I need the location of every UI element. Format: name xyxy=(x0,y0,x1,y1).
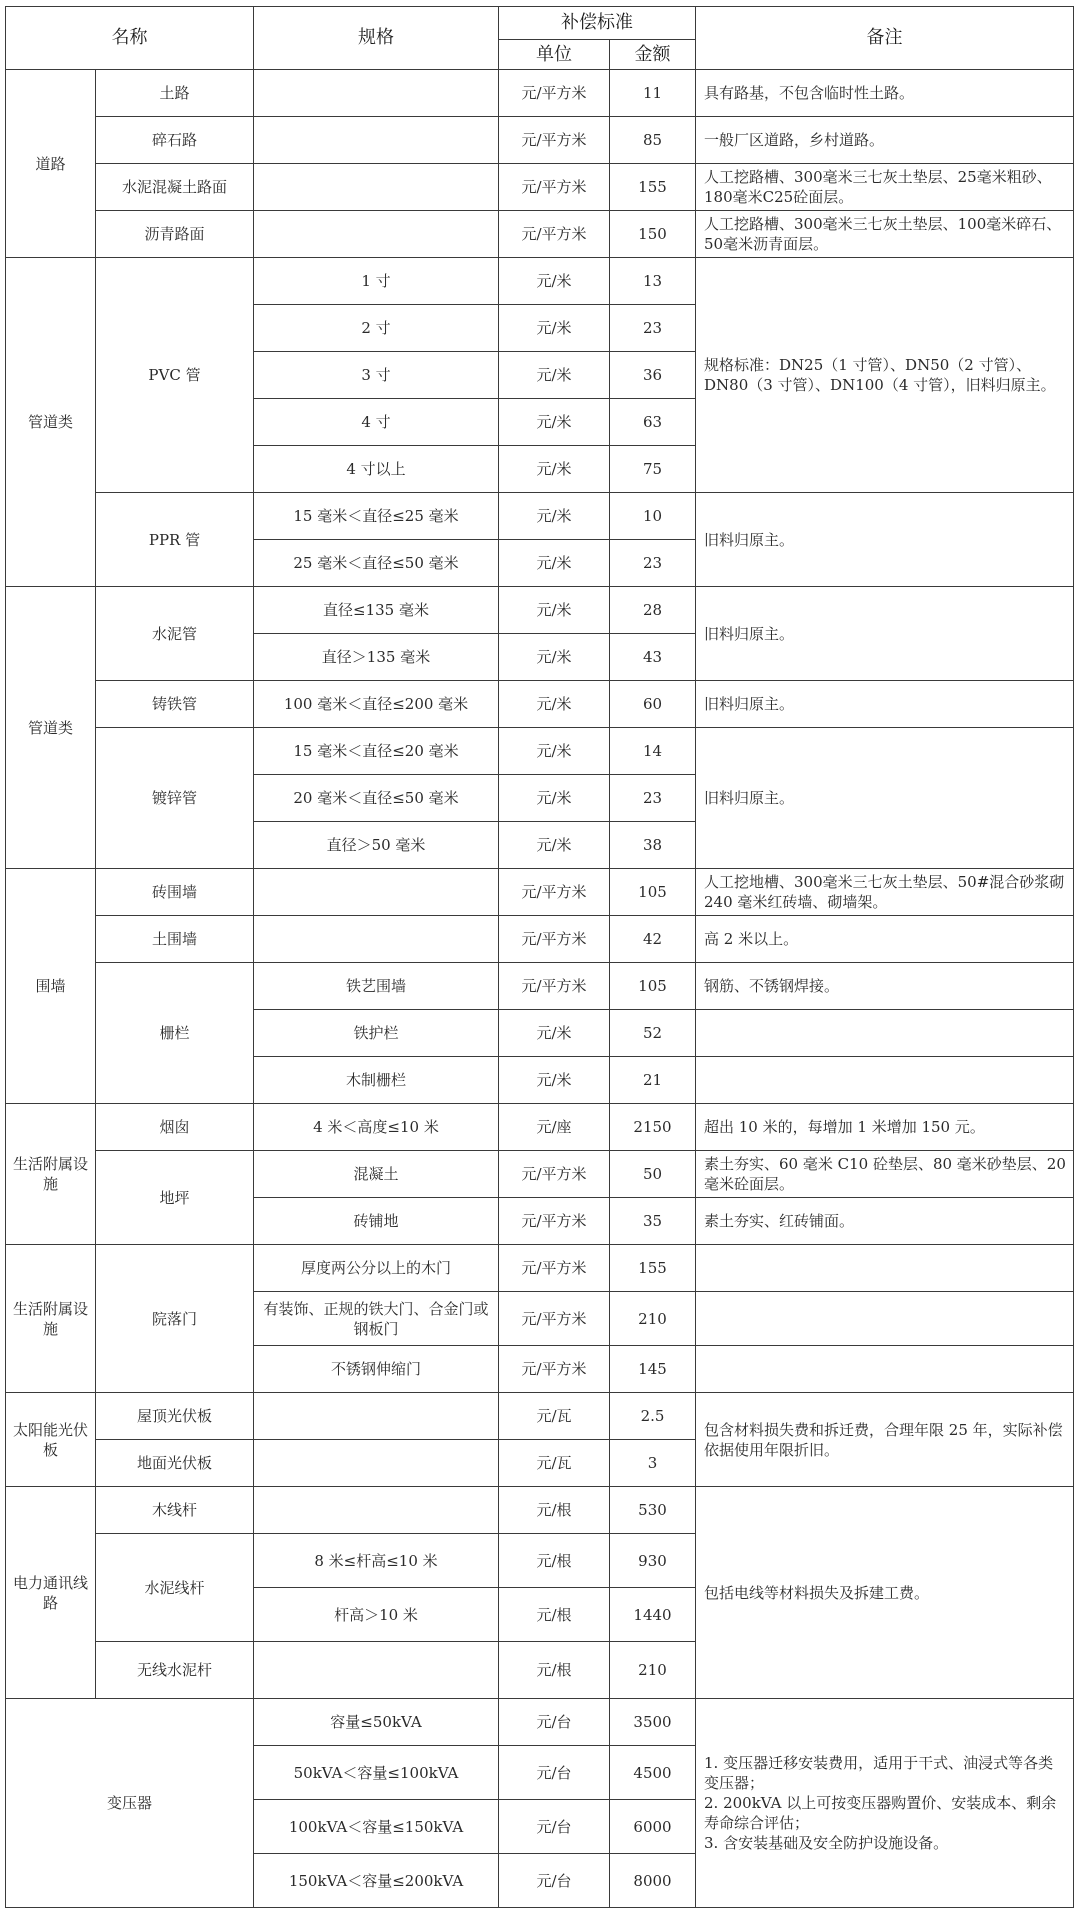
note-cell xyxy=(696,1245,1074,1292)
category-cell: 太阳能光伏板 xyxy=(6,1393,96,1487)
amount-cell: 150 xyxy=(610,211,696,258)
item-cell: PPR 管 xyxy=(96,493,254,587)
note-cell: 高 2 米以上。 xyxy=(696,916,1074,963)
note-cell: 素土夯实、60 毫米 C10 砼垫层、80 毫米砂垫层、20 毫米砼面层。 xyxy=(696,1151,1074,1198)
unit-cell: 元/平方米 xyxy=(499,963,610,1010)
unit-cell: 元/座 xyxy=(499,1104,610,1151)
spec-cell: 15 毫米＜直径≤25 毫米 xyxy=(254,493,499,540)
note-cell: 旧料归原主。 xyxy=(696,681,1074,728)
amount-cell: 23 xyxy=(610,775,696,822)
note-line: 3. 含安装基础及安全防护设施设备。 xyxy=(704,1834,949,1852)
amount-cell: 210 xyxy=(610,1642,696,1699)
item-cell: 砖围墙 xyxy=(96,869,254,916)
table-row xyxy=(6,493,1074,540)
item-cell: 屋顶光伏板 xyxy=(96,1393,254,1440)
amount-cell: 155 xyxy=(610,164,696,211)
spec-cell: 150kVA＜容量≤200kVA xyxy=(254,1854,499,1908)
unit-cell: 元/米 xyxy=(499,399,610,446)
spec-cell: 铁艺围墙 xyxy=(254,963,499,1010)
unit-cell: 元/米 xyxy=(499,258,610,305)
amount-cell: 13 xyxy=(610,258,696,305)
item-cell: 土路 xyxy=(96,70,254,117)
note-cell: 素土夯实、红砖铺面。 xyxy=(696,1198,1074,1245)
item-cell: 碎石路 xyxy=(96,117,254,164)
note-cell: 人工挖地槽、300毫米三七灰土垫层、50#混合砂浆砌 240 毫米红砖墙、砌墙架。 xyxy=(696,869,1074,916)
note-cell: 包括电线等材料损失及拆建工费。 xyxy=(696,1487,1074,1699)
header-standard: 补偿标准 xyxy=(499,7,696,40)
amount-cell: 8000 xyxy=(610,1854,696,1908)
note-cell: 旧料归原主。 xyxy=(696,493,1074,587)
unit-cell: 元/米 xyxy=(499,493,610,540)
spec-cell: 直径＞50 毫米 xyxy=(254,822,499,869)
unit-cell: 元/平方米 xyxy=(499,916,610,963)
spec-cell xyxy=(254,1393,499,1440)
unit-cell: 元/米 xyxy=(499,634,610,681)
unit-cell: 元/平方米 xyxy=(499,1151,610,1198)
note-cell: 旧料归原主。 xyxy=(696,728,1074,869)
unit-cell: 元/平方米 xyxy=(499,869,610,916)
unit-cell: 元/根 xyxy=(499,1487,610,1534)
spec-cell: 砖铺地 xyxy=(254,1198,499,1245)
unit-cell: 元/米 xyxy=(499,587,610,634)
spec-cell: 容量≤50kVA xyxy=(254,1699,499,1746)
spec-cell: 直径＞135 毫米 xyxy=(254,634,499,681)
note-cell: 具有路基，不包含临时性土路。 xyxy=(696,70,1074,117)
category-cell: 电力通讯线路 xyxy=(6,1487,96,1699)
unit-cell: 元/米 xyxy=(499,540,610,587)
item-cell: 沥青路面 xyxy=(96,211,254,258)
amount-cell: 2.5 xyxy=(610,1393,696,1440)
item-cell: PVC 管 xyxy=(96,258,254,493)
amount-cell: 23 xyxy=(610,540,696,587)
unit-cell: 元/米 xyxy=(499,305,610,352)
note-cell: 人工挖路槽、300毫米三七灰土垫层、100毫米碎石、50毫米沥青面层。 xyxy=(696,211,1074,258)
header-name: 名称 xyxy=(6,7,254,70)
transformer-note-cell xyxy=(696,1699,1074,1908)
spec-cell: 铁护栏 xyxy=(254,1010,499,1057)
note-line: 2. 200kVA 以上可按变压器购置价、安装成本、剩余寿命综合评估； xyxy=(704,1794,1057,1832)
item-cell: 地面光伏板 xyxy=(96,1440,254,1487)
unit-cell: 元/台 xyxy=(499,1800,610,1854)
category-cell: 生活附属设施 xyxy=(6,1245,96,1393)
table-row xyxy=(6,70,1074,117)
unit-cell: 元/米 xyxy=(499,728,610,775)
note-cell: 旧料归原主。 xyxy=(696,587,1074,681)
item-cell: 水泥混凝土路面 xyxy=(96,164,254,211)
note-cell: 一般厂区道路，乡村道路。 xyxy=(696,117,1074,164)
note-cell: 钢筋、不锈钢焊接。 xyxy=(696,963,1074,1010)
unit-cell: 元/平方米 xyxy=(499,1198,610,1245)
unit-cell: 元/米 xyxy=(499,775,610,822)
spec-cell xyxy=(254,70,499,117)
unit-cell: 元/平方米 xyxy=(499,164,610,211)
amount-cell: 2150 xyxy=(610,1104,696,1151)
spec-cell: 4 米＜高度≤10 米 xyxy=(254,1104,499,1151)
amount-cell: 11 xyxy=(610,70,696,117)
table-row xyxy=(6,587,1074,634)
unit-cell: 元/根 xyxy=(499,1588,610,1642)
item-cell: 地坪 xyxy=(96,1151,254,1245)
table-row xyxy=(6,258,1074,305)
note-cell: 人工挖路槽、300毫米三七灰土垫层、25毫米粗砂、180毫米C25砼面层。 xyxy=(696,164,1074,211)
amount-cell: 3 xyxy=(610,1440,696,1487)
amount-cell: 75 xyxy=(610,446,696,493)
item-cell: 院落门 xyxy=(96,1245,254,1393)
spec-cell xyxy=(254,1487,499,1534)
category-cell: 管道类 xyxy=(6,258,96,587)
spec-cell xyxy=(254,164,499,211)
amount-cell: 43 xyxy=(610,634,696,681)
unit-cell: 元/米 xyxy=(499,446,610,493)
amount-cell: 105 xyxy=(610,963,696,1010)
unit-cell: 元/平方米 xyxy=(499,1346,610,1393)
spec-cell xyxy=(254,211,499,258)
item-cell: 土围墙 xyxy=(96,916,254,963)
amount-cell: 38 xyxy=(610,822,696,869)
amount-cell: 60 xyxy=(610,681,696,728)
spec-cell: 4 寸 xyxy=(254,399,499,446)
item-cell: 烟囱 xyxy=(96,1104,254,1151)
item-cell: 铸铁管 xyxy=(96,681,254,728)
note-cell: 超出 10 米的，每增加 1 米增加 150 元。 xyxy=(696,1104,1074,1151)
unit-cell: 元/根 xyxy=(499,1534,610,1588)
note-line: 1. 变压器迁移安装费用，适用于干式、油浸式等各类变压器； xyxy=(704,1754,1054,1792)
amount-cell: 50 xyxy=(610,1151,696,1198)
spec-cell: 20 毫米＜直径≤50 毫米 xyxy=(254,775,499,822)
amount-cell: 210 xyxy=(610,1292,696,1346)
unit-cell: 元/根 xyxy=(499,1642,610,1699)
amount-cell: 3500 xyxy=(610,1699,696,1746)
item-cell: 木线杆 xyxy=(96,1487,254,1534)
header-note: 备注 xyxy=(696,7,1074,70)
amount-cell: 21 xyxy=(610,1057,696,1104)
category-cell: 变压器 xyxy=(6,1699,254,1908)
amount-cell: 28 xyxy=(610,587,696,634)
spec-cell: 8 米≤杆高≤10 米 xyxy=(254,1534,499,1588)
amount-cell: 23 xyxy=(610,305,696,352)
table-row xyxy=(6,1699,1074,1746)
spec-cell: 杆高＞10 米 xyxy=(254,1588,499,1642)
note-cell xyxy=(696,1010,1074,1057)
item-cell: 栅栏 xyxy=(96,963,254,1104)
amount-cell: 85 xyxy=(610,117,696,164)
spec-cell: 50kVA＜容量≤100kVA xyxy=(254,1746,499,1800)
table-row xyxy=(6,1393,1074,1440)
spec-cell: 厚度两公分以上的木门 xyxy=(254,1245,499,1292)
amount-cell: 42 xyxy=(610,916,696,963)
unit-cell: 元/平方米 xyxy=(499,1245,610,1292)
table-row xyxy=(6,211,1074,258)
spec-cell: 15 毫米＜直径≤20 毫米 xyxy=(254,728,499,775)
amount-cell: 63 xyxy=(610,399,696,446)
amount-cell: 155 xyxy=(610,1245,696,1292)
amount-cell: 14 xyxy=(610,728,696,775)
note-cell xyxy=(696,1292,1074,1346)
spec-cell xyxy=(254,1642,499,1699)
amount-cell: 10 xyxy=(610,493,696,540)
spec-cell: 直径≤135 毫米 xyxy=(254,587,499,634)
unit-cell: 元/台 xyxy=(499,1746,610,1800)
header-unit: 单位 xyxy=(499,40,610,70)
compensation-table xyxy=(5,6,1074,1908)
spec-cell: 25 毫米＜直径≤50 毫米 xyxy=(254,540,499,587)
spec-cell: 木制栅栏 xyxy=(254,1057,499,1104)
category-cell: 道路 xyxy=(6,70,96,258)
unit-cell: 元/平方米 xyxy=(499,70,610,117)
table-row xyxy=(6,164,1074,211)
unit-cell: 元/米 xyxy=(499,1057,610,1104)
amount-cell: 530 xyxy=(610,1487,696,1534)
amount-cell: 1440 xyxy=(610,1588,696,1642)
spec-cell: 不锈钢伸缩门 xyxy=(254,1346,499,1393)
item-cell: 无线水泥杆 xyxy=(96,1642,254,1699)
table-row xyxy=(6,117,1074,164)
spec-cell xyxy=(254,869,499,916)
unit-cell: 元/台 xyxy=(499,1854,610,1908)
spec-cell: 100kVA＜容量≤150kVA xyxy=(254,1800,499,1854)
amount-cell: 6000 xyxy=(610,1800,696,1854)
category-cell: 管道类 xyxy=(6,587,96,869)
spec-cell: 100 毫米＜直径≤200 毫米 xyxy=(254,681,499,728)
unit-cell: 元/平方米 xyxy=(499,211,610,258)
unit-cell: 元/台 xyxy=(499,1699,610,1746)
amount-cell: 36 xyxy=(610,352,696,399)
table-row xyxy=(6,963,1074,1010)
table-row xyxy=(6,1104,1074,1151)
amount-cell: 52 xyxy=(610,1010,696,1057)
spec-cell: 混凝土 xyxy=(254,1151,499,1198)
table-row xyxy=(6,1245,1074,1292)
spec-cell: 3 寸 xyxy=(254,352,499,399)
amount-cell: 105 xyxy=(610,869,696,916)
table-row xyxy=(6,916,1074,963)
unit-cell: 元/米 xyxy=(499,681,610,728)
unit-cell: 元/米 xyxy=(499,1010,610,1057)
spec-cell: 1 寸 xyxy=(254,258,499,305)
header-amount: 金额 xyxy=(610,40,696,70)
note-cell: 包含材料损失费和拆迁费，合理年限 25 年，实际补偿依据使用年限折旧。 xyxy=(696,1393,1074,1487)
item-cell: 水泥管 xyxy=(96,587,254,681)
table-row xyxy=(6,1151,1074,1198)
unit-cell: 元/平方米 xyxy=(499,1292,610,1346)
table-row xyxy=(6,681,1074,728)
table-row xyxy=(6,869,1074,916)
amount-cell: 4500 xyxy=(610,1746,696,1800)
note-cell: 规格标准：DN25（1 寸管）、DN50（2 寸管）、DN80（3 寸管）、DN100（4 寸管），旧料归原主。 xyxy=(696,258,1074,493)
note-cell xyxy=(696,1057,1074,1104)
header-spec: 规格 xyxy=(254,7,499,70)
spec-cell xyxy=(254,117,499,164)
item-cell: 镀锌管 xyxy=(96,728,254,869)
spec-cell xyxy=(254,916,499,963)
category-cell: 围墙 xyxy=(6,869,96,1104)
unit-cell: 元/瓦 xyxy=(499,1393,610,1440)
unit-cell: 元/瓦 xyxy=(499,1440,610,1487)
note-cell xyxy=(696,1346,1074,1393)
unit-cell: 元/米 xyxy=(499,352,610,399)
item-cell: 水泥线杆 xyxy=(96,1534,254,1642)
spec-cell: 有装饰、正规的铁大门、合金门或钢板门 xyxy=(254,1292,499,1346)
unit-cell: 元/米 xyxy=(499,822,610,869)
amount-cell: 35 xyxy=(610,1198,696,1245)
spec-cell: 2 寸 xyxy=(254,305,499,352)
spec-cell xyxy=(254,1440,499,1487)
unit-cell: 元/平方米 xyxy=(499,117,610,164)
table-row xyxy=(6,1487,1074,1534)
table-row xyxy=(6,728,1074,775)
amount-cell: 930 xyxy=(610,1534,696,1588)
spec-cell: 4 寸以上 xyxy=(254,446,499,493)
category-cell: 生活附属设施 xyxy=(6,1104,96,1245)
amount-cell: 145 xyxy=(610,1346,696,1393)
